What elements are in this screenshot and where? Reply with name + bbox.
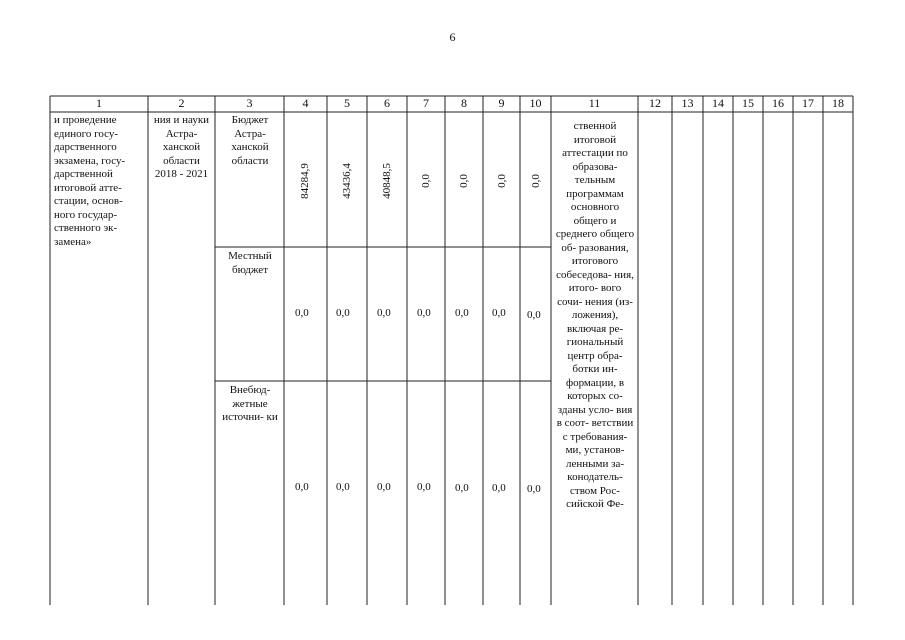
local-value-col4: 0,0 xyxy=(295,307,309,319)
extra-value-col7: 0,0 xyxy=(417,481,431,493)
extra-value-col4: 0,0 xyxy=(295,481,309,493)
extra-value-col9: 0,0 xyxy=(492,482,506,494)
funding-source-extrabudgetary: Внебюд- жетные источни- ки xyxy=(222,384,278,423)
header-col-12: 12 xyxy=(649,96,661,110)
header-col-3: 3 xyxy=(246,96,253,110)
extra-value-col5: 0,0 xyxy=(336,481,350,493)
page-number: 6 xyxy=(449,30,456,44)
regional-value-col6: 40848,5 xyxy=(381,163,393,199)
header-col-11: 11 xyxy=(588,96,601,110)
header-col-14: 14 xyxy=(712,96,724,110)
header-col-9: 9 xyxy=(498,96,505,110)
regional-value-col8: 0,0 xyxy=(458,174,470,188)
header-col-6: 6 xyxy=(384,96,390,110)
local-value-col10: 0,0 xyxy=(527,309,541,321)
header-col-8: 8 xyxy=(461,96,467,110)
local-value-col5: 0,0 xyxy=(336,307,350,319)
funding-source-regional: Бюджет Астра- ханской области xyxy=(231,114,269,167)
extra-value-col8: 0,0 xyxy=(455,482,469,494)
header-col-13: 13 xyxy=(681,96,694,110)
extra-value-col10: 0,0 xyxy=(527,483,541,495)
local-value-col9: 0,0 xyxy=(492,307,506,319)
regional-value-col5: 43436,4 xyxy=(341,163,353,199)
header-col-4: 4 xyxy=(302,96,309,110)
regional-value-col7: 0,0 xyxy=(420,174,432,188)
local-value-col6: 0,0 xyxy=(377,307,391,319)
header-col-5: 5 xyxy=(344,96,350,110)
header-col-16: 16 xyxy=(772,96,784,110)
executor-and-period: ния и науки Астра- ханской области 2018 - 2021 xyxy=(153,114,210,180)
header-col-10: 10 xyxy=(529,96,542,110)
extra-value-col6: 0,0 xyxy=(377,481,391,493)
regional-value-col10: 0,0 xyxy=(530,174,542,188)
expected-result: ственной итоговой аттестации по образова- тельным программам основного общего и среднего общего об- разования, итогового собеседова- ния, итого- вого сочи- нения (из- ложения), включая ре- гиональный центр обра- ботки ин- формации, в которых со- зданы усло- вия в соот- ветствии с требования- ми, установ- ленными за- конодатель- ством Рос- сийской Фе- xyxy=(555,120,635,510)
header-col-15: 15 xyxy=(742,96,754,110)
regional-value-col9: 0,0 xyxy=(496,174,508,188)
header-col-18: 18 xyxy=(832,96,844,110)
header-col-7: 7 xyxy=(423,96,429,110)
local-value-col8: 0,0 xyxy=(455,307,469,319)
local-value-col7: 0,0 xyxy=(417,307,431,319)
funding-source-local: Местный бюджет xyxy=(228,250,272,276)
header-col-1: 1 xyxy=(96,96,102,110)
regional-value-col4: 84284,9 xyxy=(299,163,311,199)
header-col-17: 17 xyxy=(802,96,814,110)
header-col-2: 2 xyxy=(178,96,185,110)
event-description: и проведение единого госу- дарственного экзамена, госу- дарственной итоговой атте- стации, основ- ного государ- ственного эк- замена» xyxy=(54,114,126,248)
